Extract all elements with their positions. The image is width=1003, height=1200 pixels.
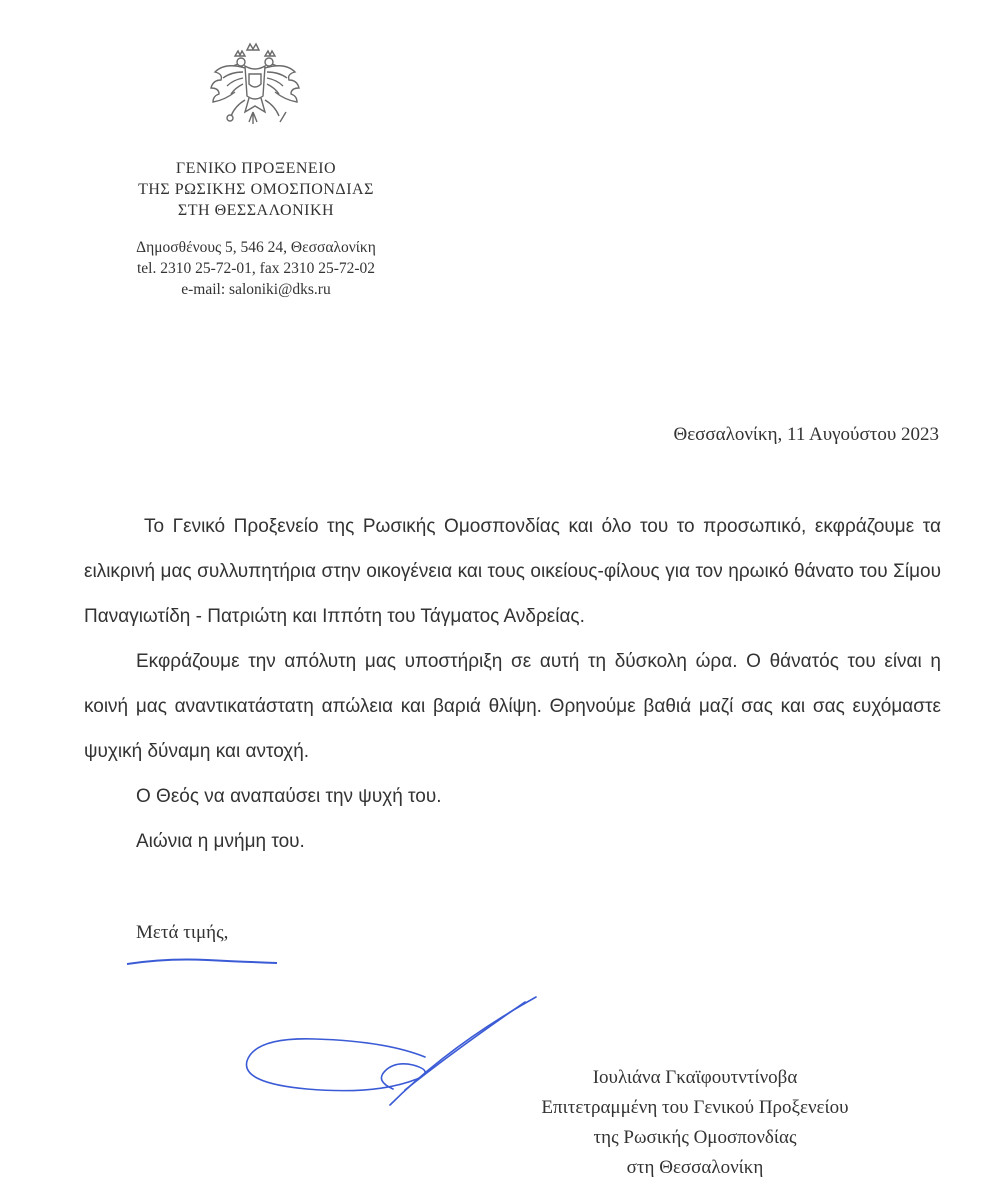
signatory-title: στη Θεσσαλονίκη xyxy=(626,1157,764,1178)
letter-date: Θεσσαλονίκη, 11 Αυγούστου 2023 xyxy=(673,424,939,445)
org-line: ΤΗΣ ΡΩΣΙΚΗΣ ΟΜΟΣΠΟΝΔΙΑΣ xyxy=(138,181,374,198)
consulate-name xyxy=(88,158,424,221)
signatory-title: Επιτετραμμένη του Γενικού Προξενείου xyxy=(541,1097,849,1118)
closing-salutation: Μετά τιμής, xyxy=(136,922,229,943)
org-line: ΣΤΗ ΘΕΣΣΑΛΟΝΙΚΗ xyxy=(177,202,335,219)
signatory-title: της Ρωσικής Ομοσπονδίας xyxy=(593,1127,797,1148)
signatory-block xyxy=(470,1063,920,1183)
paragraph: Αιώνια η μνήμη του. xyxy=(136,831,305,852)
paragraph: Το Γενικό Προξενείο της Ρωσικής Ομοσπονδίας και όλο του το προσωπικό, εκφράζουμε τα ειλικρινή μας συλλυπητήρια στην οικογένεια και τους οικείους-φίλους για τον ηρωικό θάνατο του Σίμου Παναγιωτίδη - Πατριώτη και Ιππότη του Τάγματος Ανδρείας. xyxy=(84,516,941,627)
signatory-name: Ιουλιάνα Γκαϊφουτντίνοβα xyxy=(592,1067,798,1088)
paragraph: Εκφράζουμε την απόλυτη μας υποστήριξη σε αυτή τη δύσκολη ώρα. Ο θάνατός του είναι η κοινή μας αναντικατάστατη απώλεια και βαριά θλίψη. Θρηνούμε βαθιά μαζί σας και σας ευχόμαστε ψυχική δύναμη και αντοχή. xyxy=(84,651,941,762)
handwritten-underline-icon xyxy=(125,955,280,969)
double-headed-eagle-icon xyxy=(205,40,305,135)
contact-block xyxy=(80,237,432,300)
org-line: ΓΕΝΙΚΟ ΠΡΟΞΕΝΕΙΟ xyxy=(175,160,337,177)
letter-body xyxy=(84,504,941,864)
phone-fax: tel. 2310 25-72-01, fax 2310 25-72-02 xyxy=(136,260,376,277)
address: Δημοσθένους 5, 546 24, Θεσσαλονίκη xyxy=(136,239,376,256)
email: e-mail: saloniki@dks.ru xyxy=(181,281,331,298)
paragraph: Ο Θεός να αναπαύσει την ψυχή του. xyxy=(136,786,442,807)
